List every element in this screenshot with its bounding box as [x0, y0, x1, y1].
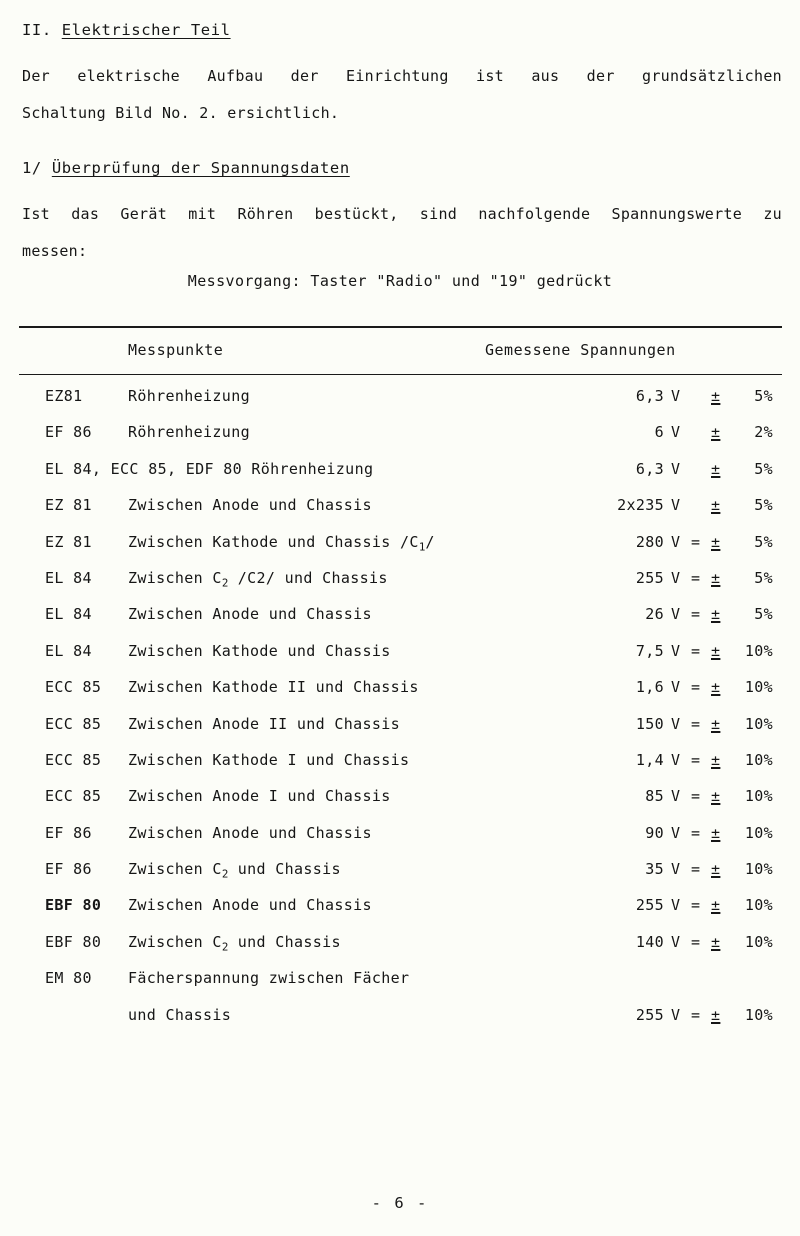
measuring-point-description: Zwischen Anode und Chassis: [128, 896, 372, 915]
measured-voltage-cell: [19, 896, 782, 932]
table-body: [19, 375, 782, 1042]
measured-voltage-cell: [19, 642, 782, 678]
tube-label: EZ 81: [45, 496, 92, 515]
voltage-tolerance: 10%: [744, 641, 773, 660]
subsection-title: Überprüfung der Spannungsdaten: [51, 159, 350, 177]
table-row: [19, 824, 782, 860]
voltage-equals-sign: =: [691, 750, 701, 769]
voltage-value: 26: [645, 605, 664, 624]
voltage-unit: V: [671, 714, 681, 733]
measured-voltage-cell: [19, 496, 782, 532]
table-row: [19, 496, 782, 532]
voltage-plusminus-sign: ±: [711, 568, 721, 587]
measurement-procedure-line: Messvorgang: Taster "Radio" und "19" gedrückt: [187, 272, 613, 290]
voltage-unit: V: [671, 459, 681, 478]
table-row: [19, 569, 782, 605]
voltage-tolerance: 5%: [754, 532, 773, 551]
measuring-point-description: und Chassis: [128, 1005, 232, 1024]
table-row: [19, 860, 782, 896]
measured-voltage-cell: [19, 605, 782, 641]
table-row: [19, 533, 782, 569]
tube-label: EF 86: [45, 423, 92, 442]
measuring-point-description: Zwischen $C_2$ und Chassis: [128, 860, 341, 881]
voltage-value: 255: [635, 1005, 664, 1024]
measuring-point-description: Zwischen Kathode und Chassis: [128, 641, 391, 660]
measured-voltage-cell: [19, 678, 782, 714]
intro-paragraph: [22, 58, 782, 132]
voltage-tolerance: 5%: [754, 605, 773, 624]
voltage-unit: V: [671, 860, 681, 879]
voltage-tolerance: 5%: [754, 387, 773, 405]
table-row: [19, 751, 782, 787]
voltage-plusminus-sign: ±: [711, 532, 721, 551]
tube-label: EL 84: [45, 605, 92, 624]
voltage-tolerance: 10%: [744, 678, 773, 697]
measured-voltage-cell: [19, 969, 782, 1005]
voltage-plusminus-sign: ±: [711, 423, 721, 442]
subsection-heading: [22, 159, 350, 177]
table-row: [19, 678, 782, 714]
measured-voltage-cell: [19, 1006, 782, 1042]
voltage-tolerance: 10%: [744, 823, 773, 842]
measured-voltage-cell: [19, 715, 782, 751]
voltage-equals-sign: =: [691, 532, 701, 551]
measuring-point-description: Zwischen Anode I und Chassis: [128, 787, 391, 806]
voltage-tolerance: 2%: [754, 423, 773, 442]
voltage-unit: V: [671, 532, 681, 551]
voltage-unit: V: [671, 496, 681, 515]
voltage-value: 85: [645, 787, 664, 806]
tube-label: EF 86: [45, 823, 92, 842]
tube-label: EF 86: [45, 860, 92, 879]
voltage-tolerance: 10%: [744, 750, 773, 769]
voltage-plusminus-sign: ±: [711, 678, 721, 697]
voltage-unit: V: [671, 1005, 681, 1024]
table-row: [19, 787, 782, 823]
voltage-plusminus-sign: ±: [711, 932, 721, 951]
voltage-tolerance: 10%: [744, 860, 773, 879]
measuring-point-description: Zwischen Kathode I und Chassis: [128, 750, 410, 769]
voltage-table: [19, 326, 782, 1042]
voltage-unit: V: [671, 568, 681, 587]
tube-label: EZ 81: [45, 532, 92, 551]
measured-voltage-cell: [19, 933, 782, 969]
voltage-plusminus-sign: ±: [711, 823, 721, 842]
tube-label: EBF 80: [45, 932, 102, 951]
voltage-unit: V: [671, 423, 681, 442]
measured-voltage-cell: [19, 824, 782, 860]
measuring-point-description: Zwischen Kathode und Chassis $/C_1/$: [128, 532, 435, 554]
voltage-value: 255: [635, 568, 664, 587]
tube-label: EL 84: [45, 641, 92, 660]
table-row: [19, 460, 782, 496]
instruction-paragraph: [22, 196, 782, 270]
measured-voltage-cell: [19, 787, 782, 823]
voltage-plusminus-sign: ±: [711, 1005, 721, 1024]
voltage-equals-sign: =: [691, 568, 701, 587]
voltage-unit: V: [671, 896, 681, 915]
voltage-value: 140: [635, 932, 664, 951]
voltage-plusminus-sign: ±: [711, 896, 721, 915]
measuring-point-description: Zwischen $C_2$ /C2/ und Chassis: [128, 568, 388, 590]
instruction-line-2: messen:: [22, 242, 88, 260]
tube-label: EBF 80: [45, 896, 102, 915]
voltage-equals-sign: =: [691, 1005, 701, 1024]
voltage-value: 35: [645, 860, 664, 879]
voltage-unit: V: [671, 641, 681, 660]
voltage-equals-sign: =: [691, 641, 701, 660]
tube-label: EL 84: [45, 568, 92, 587]
measured-voltage-cell: [19, 460, 782, 496]
measuring-point-description: Fächerspannung zwischen Fächer: [128, 969, 410, 988]
measuring-point-description: Zwischen Anode und Chassis: [128, 496, 372, 515]
voltage-tolerance: 10%: [744, 1005, 773, 1024]
voltage-value: 6,3: [635, 459, 664, 478]
voltage-unit: V: [671, 823, 681, 842]
voltage-tolerance: 5%: [754, 568, 773, 587]
measured-voltage-cell: [19, 387, 782, 423]
voltage-plusminus-sign: ±: [711, 860, 721, 879]
table-row: [19, 387, 782, 423]
instruction-line-1: Ist das Gerät mit Röhren bestückt, sind nachfolgende Spannungswerte zu: [22, 205, 782, 223]
table-row: [19, 969, 782, 1005]
measuring-point-description: Zwischen Anode und Chassis: [128, 823, 372, 842]
section-title: Elektrischer Teil: [61, 21, 231, 39]
voltage-tolerance: 10%: [744, 714, 773, 733]
measuring-point-description: Zwischen $C_2$ und Chassis: [128, 932, 341, 954]
section-number: II.: [22, 21, 52, 39]
table-row: [19, 715, 782, 751]
voltage-unit: V: [671, 787, 681, 806]
measuring-point-description: Zwischen Anode II und Chassis: [128, 714, 401, 733]
column-header-measuring-points: Messpunkte: [128, 341, 224, 359]
tube-label: EL 84, ECC 85, EDF 80 Röhrenheizung: [45, 459, 374, 478]
voltage-equals-sign: =: [691, 605, 701, 624]
measured-voltage-cell: [19, 751, 782, 787]
voltage-plusminus-sign: ±: [711, 787, 721, 806]
voltage-unit: V: [671, 387, 681, 405]
voltage-equals-sign: =: [691, 896, 701, 915]
voltage-equals-sign: =: [691, 714, 701, 733]
table-row: [19, 1006, 782, 1042]
voltage-plusminus-sign: ±: [711, 496, 721, 515]
voltage-value: 255: [635, 896, 664, 915]
tube-label: ECC 85: [45, 714, 102, 733]
voltage-plusminus-sign: ±: [711, 459, 721, 478]
tube-label: ECC 85: [45, 750, 102, 769]
voltage-tolerance: 5%: [754, 459, 773, 478]
voltage-plusminus-sign: ±: [711, 641, 721, 660]
voltage-equals-sign: =: [691, 678, 701, 697]
voltage-value: 6: [654, 423, 664, 442]
measured-voltage-cell: [19, 860, 782, 896]
voltage-value: 2x235: [617, 496, 664, 515]
page-number: - 6 -: [371, 1194, 429, 1212]
measured-voltage-cell: [19, 423, 782, 459]
voltage-equals-sign: =: [691, 932, 701, 951]
intro-line-2: Schaltung Bild No. 2. ersichtlich.: [22, 104, 340, 122]
table-row: [19, 423, 782, 459]
voltage-value: 280: [635, 532, 664, 551]
tube-label: EZ81: [45, 387, 83, 405]
table-header-row: [19, 328, 782, 374]
voltage-value: 150: [635, 714, 664, 733]
voltage-unit: V: [671, 678, 681, 697]
voltage-value: 1,4: [635, 750, 664, 769]
voltage-unit: V: [671, 932, 681, 951]
table-row: [19, 896, 782, 932]
voltage-plusminus-sign: ±: [711, 387, 721, 405]
voltage-plusminus-sign: ±: [711, 605, 721, 624]
voltage-tolerance: 5%: [754, 496, 773, 515]
voltage-value: 90: [645, 823, 664, 842]
intro-line-1: Der elektrische Aufbau der Einrichtung ist aus der grundsätzlichen: [22, 67, 782, 85]
tube-label: ECC 85: [45, 678, 102, 697]
measuring-point-description: Zwischen Kathode II und Chassis: [128, 678, 419, 697]
subsection-number: 1/: [22, 159, 42, 177]
section-heading: [22, 21, 231, 39]
voltage-unit: V: [671, 605, 681, 624]
measuring-point-description: Röhrenheizung: [128, 387, 250, 405]
measured-voltage-cell: [19, 533, 782, 569]
table-row: [19, 933, 782, 969]
voltage-plusminus-sign: ±: [711, 714, 721, 733]
measuring-point-description: Röhrenheizung: [128, 423, 250, 442]
voltage-value: 6,3: [635, 387, 664, 405]
table-row: [19, 642, 782, 678]
voltage-tolerance: 10%: [744, 932, 773, 951]
measured-voltage-cell: [19, 569, 782, 605]
table-row: [19, 605, 782, 641]
voltage-tolerance: 10%: [744, 787, 773, 806]
voltage-tolerance: 10%: [744, 896, 773, 915]
voltage-value: 1,6: [635, 678, 664, 697]
tube-label: EM 80: [45, 969, 92, 988]
column-header-measured-voltages: Gemessene Spannungen: [485, 341, 676, 359]
voltage-equals-sign: =: [691, 860, 701, 879]
voltage-plusminus-sign: ±: [711, 750, 721, 769]
voltage-unit: V: [671, 750, 681, 769]
voltage-equals-sign: =: [691, 787, 701, 806]
measuring-point-description: Zwischen Anode und Chassis: [128, 605, 372, 624]
voltage-equals-sign: =: [691, 823, 701, 842]
tube-label: ECC 85: [45, 787, 102, 806]
voltage-value: 7,5: [635, 641, 664, 660]
